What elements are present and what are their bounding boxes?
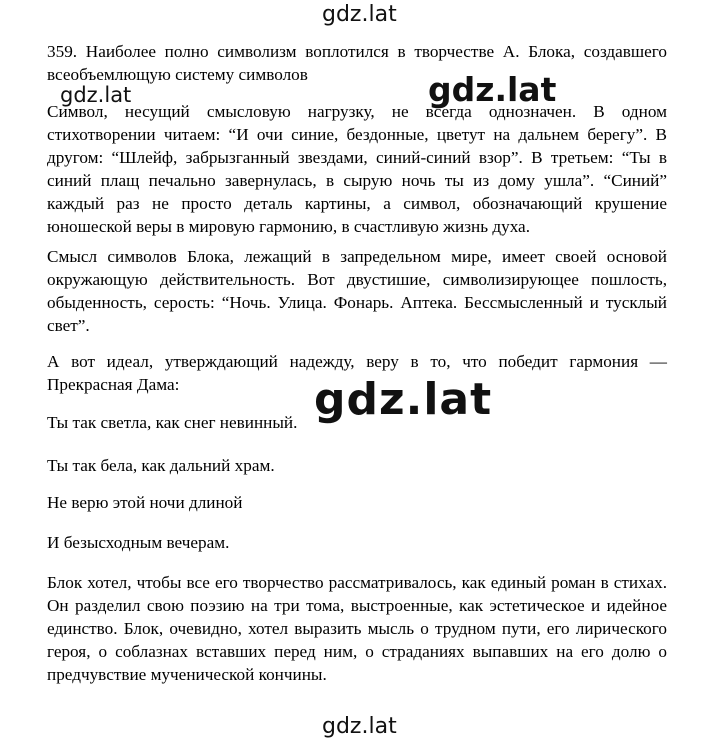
watermark-bottom: gdz.lat <box>322 714 397 739</box>
verse-line: И безысходным вечерам. <box>47 533 230 552</box>
verse-line: Ты так светла, как снег невинный. <box>47 413 298 432</box>
paragraph-novel-in-verse: Блок хотел, чтобы все его творчество рассматривалось, как единый роман в стихах. Он разделил свою поэзию на три тома, выстроенные, как эстетическое и идейное единство. Блок, очевидно, хотел выразить мысль о трудном пути, его лирического героя, о соблазнах вставших перед ним, о страданиях выпавших на его долю о предчувствие мученической кончины. <box>47 573 667 684</box>
paragraph-ideal: А вот идеал, утверждающий надежду, веру в то, что победит гармония — Прекрасная Дама: <box>47 352 667 394</box>
paragraph-symbol-meaning: Символ, несущий смысловую нагрузку, не всегда однозначен. В одном стихотворении читаем: “И очи синие, бездонные, цветут на дальнем берегу”. В другом: “Шлейф, забрызганный звездами, синий-синий взор”. В третьем: “Ты в синий плащ печально завернулась, в сырую ночь ты из дому ушла”. “Синий” каждый раз не просто деталь картины, а символ, обозначающий крушение юношеской веры в мировую гармонию, в счастливую жизнь духа. <box>47 102 667 236</box>
exercise-intro: 359. Наиболее полно символизм воплотился в творчестве А. Блока, создавшего всеобъемлющую систему символов <box>47 42 667 84</box>
watermark-center: gdz.lat <box>314 374 493 425</box>
verse-line: Не верю этой ночи длиной <box>47 493 243 512</box>
watermark-bold-upper: gdz.lat <box>428 70 557 109</box>
verse-line: Ты так бела, как дальний храм. <box>47 456 275 475</box>
paragraph-reality: Смысл символов Блока, лежащий в запредельном мире, имеет своей основой окружающую действительность. Вот двустишие, символизирующее пошлость, обыденность, серость: “Ночь. Улица. Фонарь. Аптека. Бессмысленный и тусклый свет”. <box>47 247 667 335</box>
watermark-top: gdz.lat <box>322 2 397 27</box>
watermark-left: gdz.lat <box>60 83 132 107</box>
